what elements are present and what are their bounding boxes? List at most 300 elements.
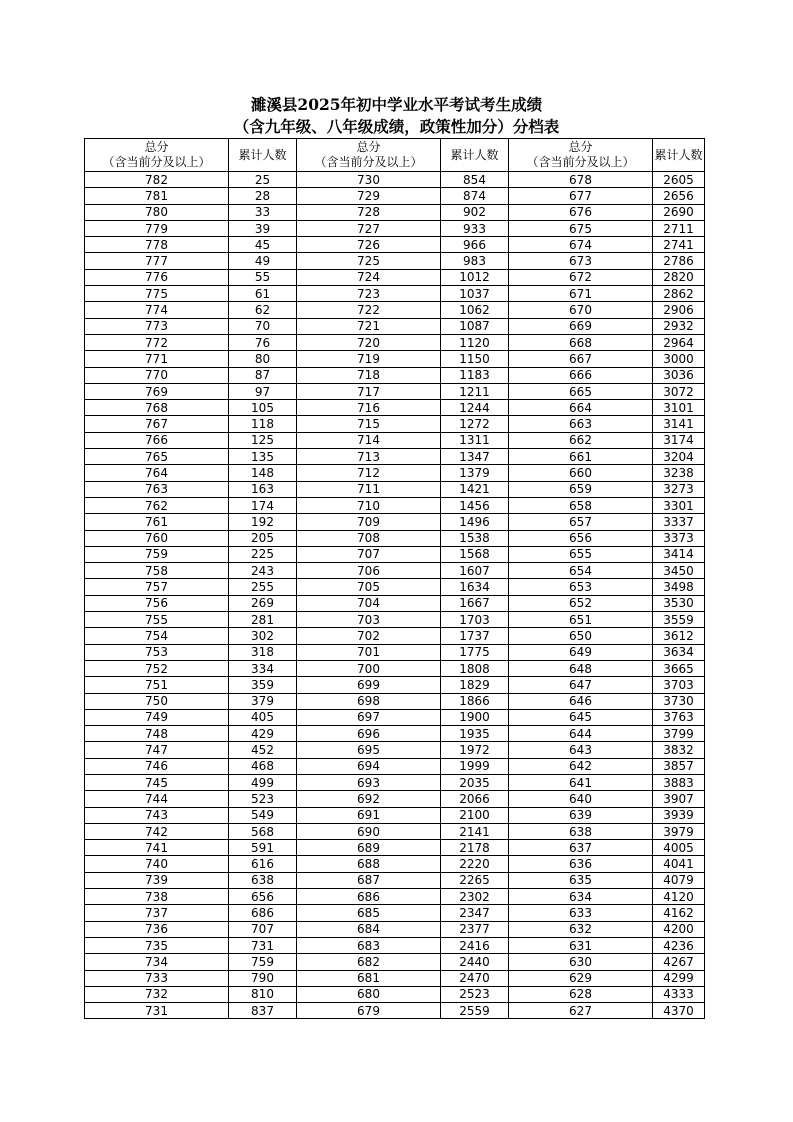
count-cell: 3036 (653, 367, 705, 383)
table-row (85, 807, 705, 823)
count-cell: 3703 (653, 677, 705, 693)
score-cell: 733 (85, 970, 229, 986)
count-cell: 55 (229, 269, 297, 285)
score-cell: 778 (85, 237, 229, 253)
count-cell: 3301 (653, 497, 705, 513)
table-row (85, 465, 705, 481)
score-cell: 724 (297, 269, 441, 285)
count-cell: 1379 (441, 465, 509, 481)
score-cell: 702 (297, 628, 441, 644)
table-row (85, 334, 705, 350)
score-cell: 668 (509, 334, 653, 350)
score-header-main: 总分 (144, 140, 169, 154)
score-cell: 658 (509, 497, 653, 513)
count-cell: 148 (229, 465, 297, 481)
score-cell: 761 (85, 514, 229, 530)
count-cell: 3559 (653, 612, 705, 628)
count-cell: 118 (229, 416, 297, 432)
score-cell: 627 (509, 1003, 653, 1019)
score-cell: 703 (297, 612, 441, 628)
score-cell: 687 (297, 872, 441, 888)
count-cell: 174 (229, 497, 297, 513)
score-cell: 700 (297, 660, 441, 676)
count-cell: 616 (229, 856, 297, 872)
score-cell: 741 (85, 840, 229, 856)
count-cell: 3883 (653, 774, 705, 790)
score-header-sub: （含当前分及以上） (526, 155, 635, 169)
count-cell: 2377 (441, 921, 509, 937)
score-header-sub: （含当前分及以上） (314, 155, 423, 169)
score-cell: 662 (509, 432, 653, 448)
table-row (85, 677, 705, 693)
count-cell: 1211 (441, 383, 509, 399)
count-cell: 656 (229, 889, 297, 905)
count-cell: 3337 (653, 514, 705, 530)
count-cell: 80 (229, 351, 297, 367)
table-row (85, 1003, 705, 1019)
count-cell: 4079 (653, 872, 705, 888)
score-cell: 671 (509, 286, 653, 302)
table-row (85, 840, 705, 856)
table-row (85, 449, 705, 465)
count-cell: 2964 (653, 334, 705, 350)
count-cell: 135 (229, 449, 297, 465)
score-cell: 754 (85, 628, 229, 644)
count-cell: 983 (441, 253, 509, 269)
score-cell: 709 (297, 514, 441, 530)
score-cell: 777 (85, 253, 229, 269)
count-cell: 2711 (653, 220, 705, 236)
score-cell: 681 (297, 970, 441, 986)
count-cell: 591 (229, 840, 297, 856)
score-cell: 728 (297, 204, 441, 220)
count-cell: 902 (441, 204, 509, 220)
table-row (85, 220, 705, 236)
count-cell: 1634 (441, 579, 509, 595)
count-cell: 2416 (441, 937, 509, 953)
score-cell: 680 (297, 986, 441, 1002)
count-cell: 523 (229, 791, 297, 807)
count-cell: 4236 (653, 937, 705, 953)
count-cell: 39 (229, 220, 297, 236)
score-cell: 734 (85, 954, 229, 970)
count-cell: 2470 (441, 970, 509, 986)
score-cell: 629 (509, 970, 653, 986)
score-cell: 758 (85, 563, 229, 579)
table-row (85, 612, 705, 628)
score-cell: 694 (297, 758, 441, 774)
score-cell: 732 (85, 986, 229, 1002)
score-cell: 722 (297, 302, 441, 318)
count-cell: 205 (229, 530, 297, 546)
table-row (85, 726, 705, 742)
table-row (85, 758, 705, 774)
count-cell: 3141 (653, 416, 705, 432)
score-cell: 698 (297, 693, 441, 709)
count-cell: 810 (229, 986, 297, 1002)
table-row (85, 286, 705, 302)
score-cell: 667 (509, 351, 653, 367)
score-cell: 640 (509, 791, 653, 807)
score-cell: 684 (297, 921, 441, 937)
score-cell: 764 (85, 465, 229, 481)
score-cell: 689 (297, 840, 441, 856)
table-row (85, 400, 705, 416)
count-cell: 452 (229, 742, 297, 758)
score-cell: 720 (297, 334, 441, 350)
score-cell: 633 (509, 905, 653, 921)
count-cell: 2035 (441, 774, 509, 790)
score-cell: 675 (509, 220, 653, 236)
score-cell: 710 (297, 497, 441, 513)
count-cell: 790 (229, 970, 297, 986)
count-cell: 2786 (653, 253, 705, 269)
table-row (85, 660, 705, 676)
count-cell: 269 (229, 595, 297, 611)
score-cell: 768 (85, 400, 229, 416)
count-cell: 2265 (441, 872, 509, 888)
count-cell: 707 (229, 921, 297, 937)
count-cell: 2066 (441, 791, 509, 807)
count-cell: 281 (229, 612, 297, 628)
score-cell: 683 (297, 937, 441, 953)
count-cell: 1272 (441, 416, 509, 432)
score-header-sub: （含当前分及以上） (102, 155, 211, 169)
table-row (85, 432, 705, 448)
count-cell: 318 (229, 644, 297, 660)
table-body (85, 172, 705, 1019)
score-cell: 717 (297, 383, 441, 399)
count-cell: 2141 (441, 823, 509, 839)
score-cell: 736 (85, 921, 229, 937)
count-cell: 2220 (441, 856, 509, 872)
count-cell: 3273 (653, 481, 705, 497)
score-cell: 691 (297, 807, 441, 823)
count-cell: 429 (229, 726, 297, 742)
score-cell: 711 (297, 481, 441, 497)
table-row (85, 383, 705, 399)
score-cell: 636 (509, 856, 653, 872)
table-row (85, 970, 705, 986)
table-row (85, 921, 705, 937)
count-header: 累计人数 (653, 139, 705, 172)
score-cell: 632 (509, 921, 653, 937)
count-cell: 3498 (653, 579, 705, 595)
score-cell: 692 (297, 791, 441, 807)
count-cell: 225 (229, 546, 297, 562)
count-cell: 3101 (653, 400, 705, 416)
count-cell: 1935 (441, 726, 509, 742)
count-cell: 3634 (653, 644, 705, 660)
count-cell: 405 (229, 709, 297, 725)
table-row (85, 628, 705, 644)
count-cell: 1538 (441, 530, 509, 546)
table-header-row (85, 139, 705, 172)
score-cell: 776 (85, 269, 229, 285)
count-cell: 1808 (441, 660, 509, 676)
count-cell: 2178 (441, 840, 509, 856)
count-cell: 759 (229, 954, 297, 970)
count-cell: 2302 (441, 889, 509, 905)
count-cell: 163 (229, 481, 297, 497)
score-cell: 721 (297, 318, 441, 334)
score-cell: 781 (85, 188, 229, 204)
table-row (85, 937, 705, 953)
score-cell: 760 (85, 530, 229, 546)
count-cell: 97 (229, 383, 297, 399)
count-cell: 3612 (653, 628, 705, 644)
count-cell: 3665 (653, 660, 705, 676)
count-cell: 3204 (653, 449, 705, 465)
count-cell: 3799 (653, 726, 705, 742)
score-header (509, 139, 653, 172)
count-cell: 243 (229, 563, 297, 579)
count-cell: 3979 (653, 823, 705, 839)
count-cell: 1456 (441, 497, 509, 513)
count-cell: 3238 (653, 465, 705, 481)
count-cell: 3939 (653, 807, 705, 823)
score-cell: 666 (509, 367, 653, 383)
count-cell: 2559 (441, 1003, 509, 1019)
score-cell: 743 (85, 807, 229, 823)
score-cell: 752 (85, 660, 229, 676)
score-cell: 645 (509, 709, 653, 725)
count-header: 累计人数 (229, 139, 297, 172)
score-cell: 753 (85, 644, 229, 660)
count-cell: 302 (229, 628, 297, 644)
table-row (85, 986, 705, 1002)
score-cell: 644 (509, 726, 653, 742)
score-cell: 673 (509, 253, 653, 269)
score-cell: 652 (509, 595, 653, 611)
count-cell: 2605 (653, 172, 705, 188)
count-cell: 2347 (441, 905, 509, 921)
score-cell: 672 (509, 269, 653, 285)
score-cell: 705 (297, 579, 441, 595)
count-cell: 3000 (653, 351, 705, 367)
score-cell: 740 (85, 856, 229, 872)
count-cell: 1775 (441, 644, 509, 660)
score-cell: 665 (509, 383, 653, 399)
count-cell: 192 (229, 514, 297, 530)
count-cell: 125 (229, 432, 297, 448)
count-cell: 1999 (441, 758, 509, 774)
count-cell: 3857 (653, 758, 705, 774)
score-cell: 643 (509, 742, 653, 758)
count-cell: 255 (229, 579, 297, 595)
table-row (85, 905, 705, 921)
count-cell: 3072 (653, 383, 705, 399)
table-row (85, 416, 705, 432)
score-cell: 766 (85, 432, 229, 448)
score-cell: 749 (85, 709, 229, 725)
count-cell: 2440 (441, 954, 509, 970)
count-cell: 1120 (441, 334, 509, 350)
count-cell: 2906 (653, 302, 705, 318)
score-cell: 670 (509, 302, 653, 318)
table-row (85, 791, 705, 807)
count-cell: 2656 (653, 188, 705, 204)
count-cell: 1183 (441, 367, 509, 383)
score-cell: 716 (297, 400, 441, 416)
count-cell: 549 (229, 807, 297, 823)
score-cell: 735 (85, 937, 229, 953)
score-cell: 746 (85, 758, 229, 774)
score-cell: 677 (509, 188, 653, 204)
table-row (85, 481, 705, 497)
count-cell: 334 (229, 660, 297, 676)
count-cell: 3414 (653, 546, 705, 562)
score-cell: 739 (85, 872, 229, 888)
score-cell: 641 (509, 774, 653, 790)
title-line-2: （含九年级、八年级成绩，政策性加分）分档表 (233, 117, 560, 136)
score-cell: 765 (85, 449, 229, 465)
score-cell: 649 (509, 644, 653, 660)
table-row (85, 823, 705, 839)
count-cell: 28 (229, 188, 297, 204)
count-cell: 1737 (441, 628, 509, 644)
score-cell: 738 (85, 889, 229, 905)
count-cell: 2932 (653, 318, 705, 334)
score-cell: 763 (85, 481, 229, 497)
score-cell: 762 (85, 497, 229, 513)
score-cell: 630 (509, 954, 653, 970)
count-cell: 3907 (653, 791, 705, 807)
table-row (85, 172, 705, 188)
table-row (85, 889, 705, 905)
count-cell: 1012 (441, 269, 509, 285)
score-cell: 679 (297, 1003, 441, 1019)
score-cell: 661 (509, 449, 653, 465)
table-row (85, 514, 705, 530)
count-cell: 638 (229, 872, 297, 888)
count-cell: 359 (229, 677, 297, 693)
score-cell: 712 (297, 465, 441, 481)
count-cell: 4041 (653, 856, 705, 872)
table-row (85, 318, 705, 334)
score-cell: 744 (85, 791, 229, 807)
score-cell: 782 (85, 172, 229, 188)
count-cell: 33 (229, 204, 297, 220)
score-cell: 638 (509, 823, 653, 839)
page-title (0, 94, 793, 138)
score-distribution-table (84, 138, 705, 1019)
count-cell: 1568 (441, 546, 509, 562)
score-cell: 639 (509, 807, 653, 823)
score-cell: 718 (297, 367, 441, 383)
score-cell: 635 (509, 872, 653, 888)
table-row (85, 204, 705, 220)
count-cell: 3763 (653, 709, 705, 725)
count-cell: 4005 (653, 840, 705, 856)
score-cell: 699 (297, 677, 441, 693)
count-cell: 61 (229, 286, 297, 302)
score-cell: 719 (297, 351, 441, 367)
count-cell: 4333 (653, 986, 705, 1002)
table-row (85, 530, 705, 546)
score-cell: 727 (297, 220, 441, 236)
count-cell: 1311 (441, 432, 509, 448)
count-cell: 568 (229, 823, 297, 839)
score-cell: 756 (85, 595, 229, 611)
score-cell: 647 (509, 677, 653, 693)
count-cell: 1150 (441, 351, 509, 367)
count-cell: 4162 (653, 905, 705, 921)
count-cell: 1703 (441, 612, 509, 628)
score-cell: 657 (509, 514, 653, 530)
count-cell: 4299 (653, 970, 705, 986)
score-cell: 674 (509, 237, 653, 253)
table-row (85, 856, 705, 872)
count-cell: 933 (441, 220, 509, 236)
table-row (85, 269, 705, 285)
table-row (85, 774, 705, 790)
score-cell: 714 (297, 432, 441, 448)
table-row (85, 497, 705, 513)
count-cell: 3832 (653, 742, 705, 758)
count-cell: 105 (229, 400, 297, 416)
table-row (85, 644, 705, 660)
count-cell: 1347 (441, 449, 509, 465)
score-cell: 650 (509, 628, 653, 644)
count-cell: 1607 (441, 563, 509, 579)
score-cell: 685 (297, 905, 441, 921)
score-cell: 773 (85, 318, 229, 334)
score-cell: 751 (85, 677, 229, 693)
count-cell: 2690 (653, 204, 705, 220)
count-cell: 45 (229, 237, 297, 253)
score-cell: 731 (85, 1003, 229, 1019)
table-row (85, 302, 705, 318)
score-cell: 648 (509, 660, 653, 676)
score-cell: 748 (85, 726, 229, 742)
score-cell: 755 (85, 612, 229, 628)
count-cell: 2862 (653, 286, 705, 302)
score-cell: 780 (85, 204, 229, 220)
count-cell: 4267 (653, 954, 705, 970)
count-cell: 25 (229, 172, 297, 188)
score-cell: 693 (297, 774, 441, 790)
count-cell: 1900 (441, 709, 509, 725)
score-cell: 775 (85, 286, 229, 302)
score-cell: 750 (85, 693, 229, 709)
count-cell: 1866 (441, 693, 509, 709)
table-row (85, 367, 705, 383)
score-header (297, 139, 441, 172)
count-cell: 3373 (653, 530, 705, 546)
score-cell: 682 (297, 954, 441, 970)
count-cell: 499 (229, 774, 297, 790)
table-row (85, 188, 705, 204)
score-cell: 779 (85, 220, 229, 236)
score-cell: 634 (509, 889, 653, 905)
count-cell: 3730 (653, 693, 705, 709)
score-cell: 696 (297, 726, 441, 742)
count-cell: 686 (229, 905, 297, 921)
table-row (85, 546, 705, 562)
count-cell: 1421 (441, 481, 509, 497)
score-cell: 713 (297, 449, 441, 465)
score-cell: 654 (509, 563, 653, 579)
table-row (85, 579, 705, 595)
score-cell: 659 (509, 481, 653, 497)
count-cell: 4120 (653, 889, 705, 905)
score-cell: 669 (509, 318, 653, 334)
score-cell: 697 (297, 709, 441, 725)
score-cell: 653 (509, 579, 653, 595)
count-header: 累计人数 (441, 139, 509, 172)
score-cell: 707 (297, 546, 441, 562)
